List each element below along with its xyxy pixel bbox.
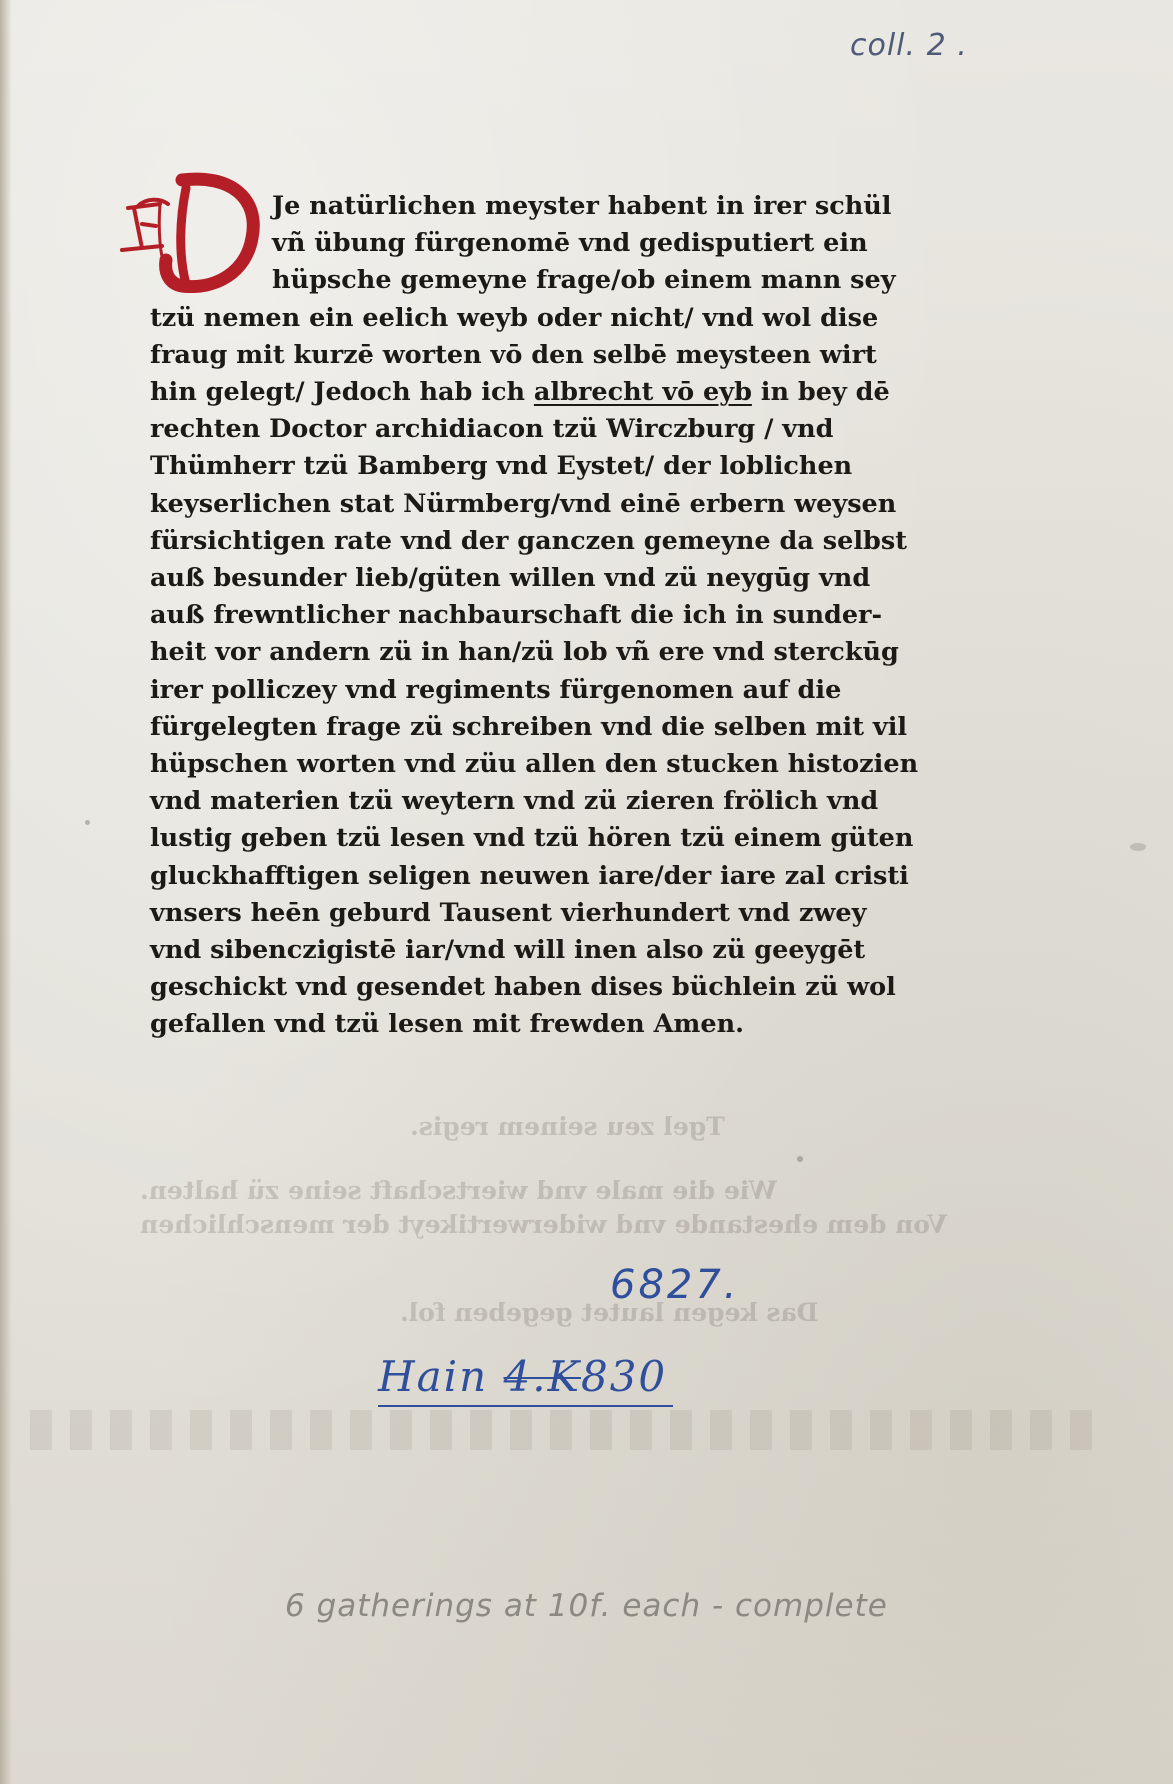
show-through-line: Wie die male vnd wiertschaft seine zü halten. — [140, 1176, 777, 1205]
ink-speck — [85, 820, 90, 825]
text-line-tail: in bey dē — [760, 377, 890, 408]
text-line: irer polliczey vnd regiments fürgenomen auf die — [150, 674, 842, 705]
text-line: rechten Doctor archidiacon tzü Wirczburg / vnd — [150, 414, 834, 445]
main-text-block — [150, 188, 950, 1044]
show-through-line: Von dem ehestande vnd widerwertikeyt der menschlichen — [140, 1210, 948, 1239]
hain-number: 830 — [580, 1352, 668, 1401]
text-line: tzü nemen ein eelich weyb oder nicht/ vnd wol dise — [150, 302, 879, 333]
underlined-author-name: albrecht vō eyb — [533, 377, 752, 408]
text-line: keyserlichen stat Nürmberg/vnd einē erbern weysen — [150, 488, 897, 519]
call-number-annotation: 6827. — [610, 1262, 740, 1308]
text-line: gluckhafftigen seligen neuwen iare/der iare zal cristi — [150, 860, 909, 891]
show-through-line: Tgel zeu seinem regis. — [410, 1112, 725, 1141]
text-line: vnd sibenczigistē iar/vnd will inen also zü geeygēt — [150, 935, 866, 966]
text-line: hüpsche gemeyne frage/ob einem mann sey — [272, 265, 896, 296]
text-line: fürgelegten frage zü schreiben vnd die selben mit vil — [150, 711, 908, 742]
text-line: fraug mit kurzē worten vō den selbē meysteen wirt — [150, 339, 877, 370]
text-line: gefallen vnd tzü lesen mit frewden Amen. — [150, 1009, 744, 1040]
hain-struck-number: 4.K — [503, 1352, 581, 1401]
text-line — [150, 374, 950, 411]
text-line: Thümherr tzü Bamberg vnd Eystet/ der loblichen — [150, 451, 853, 482]
text-line: Je natürlichen meyster habent in irer schül — [272, 191, 892, 221]
text-line: vnd materien tzü weytern vnd zü zieren frölich vnd — [150, 786, 879, 817]
text-line: auß frewntlicher nachbaurschaft die ich in sunder- — [150, 600, 883, 631]
text-line: vnsers heēn geburd Tausent vierhundert vnd zwey — [150, 897, 867, 928]
page-binding-edge — [0, 0, 12, 1784]
show-through-ornament-band — [30, 1410, 1110, 1450]
text-line: auß besunder lieb/güten willen vnd zü neygūg vnd — [150, 563, 871, 594]
show-through-line: Das kegen lautet gegeben fol. — [400, 1298, 819, 1327]
hain-reference-annotation — [378, 1352, 673, 1407]
pencil-collation-note: 6 gatherings at 10f. each - complete — [285, 1588, 888, 1624]
text-line: heit vor andern zü in han/zü lob vñ ere vnd sterckūg — [150, 637, 899, 668]
text-line: hüpschen worten vnd züu allen den stucken histozien — [150, 749, 919, 780]
text-line: vñ übung fürgenomē vnd gedisputiert ein — [272, 228, 868, 259]
text-line: fürsichtigen rate vnd der ganczen gemeyne da selbst — [150, 525, 907, 556]
hain-prefix: Hain — [378, 1352, 489, 1401]
text-line: lustig geben tzü lesen vnd tzü hören tzü einem güten — [150, 823, 914, 854]
shelfmark-annotation: coll. 2 . — [850, 28, 968, 63]
text-line: geschickt vnd gesendet haben dises büchlein zü wol — [150, 972, 896, 1003]
text-line-head: hin gelegt/ Jedoch hab ich — [150, 377, 526, 408]
ink-speck — [797, 1156, 803, 1162]
paper-stain — [1130, 843, 1146, 851]
